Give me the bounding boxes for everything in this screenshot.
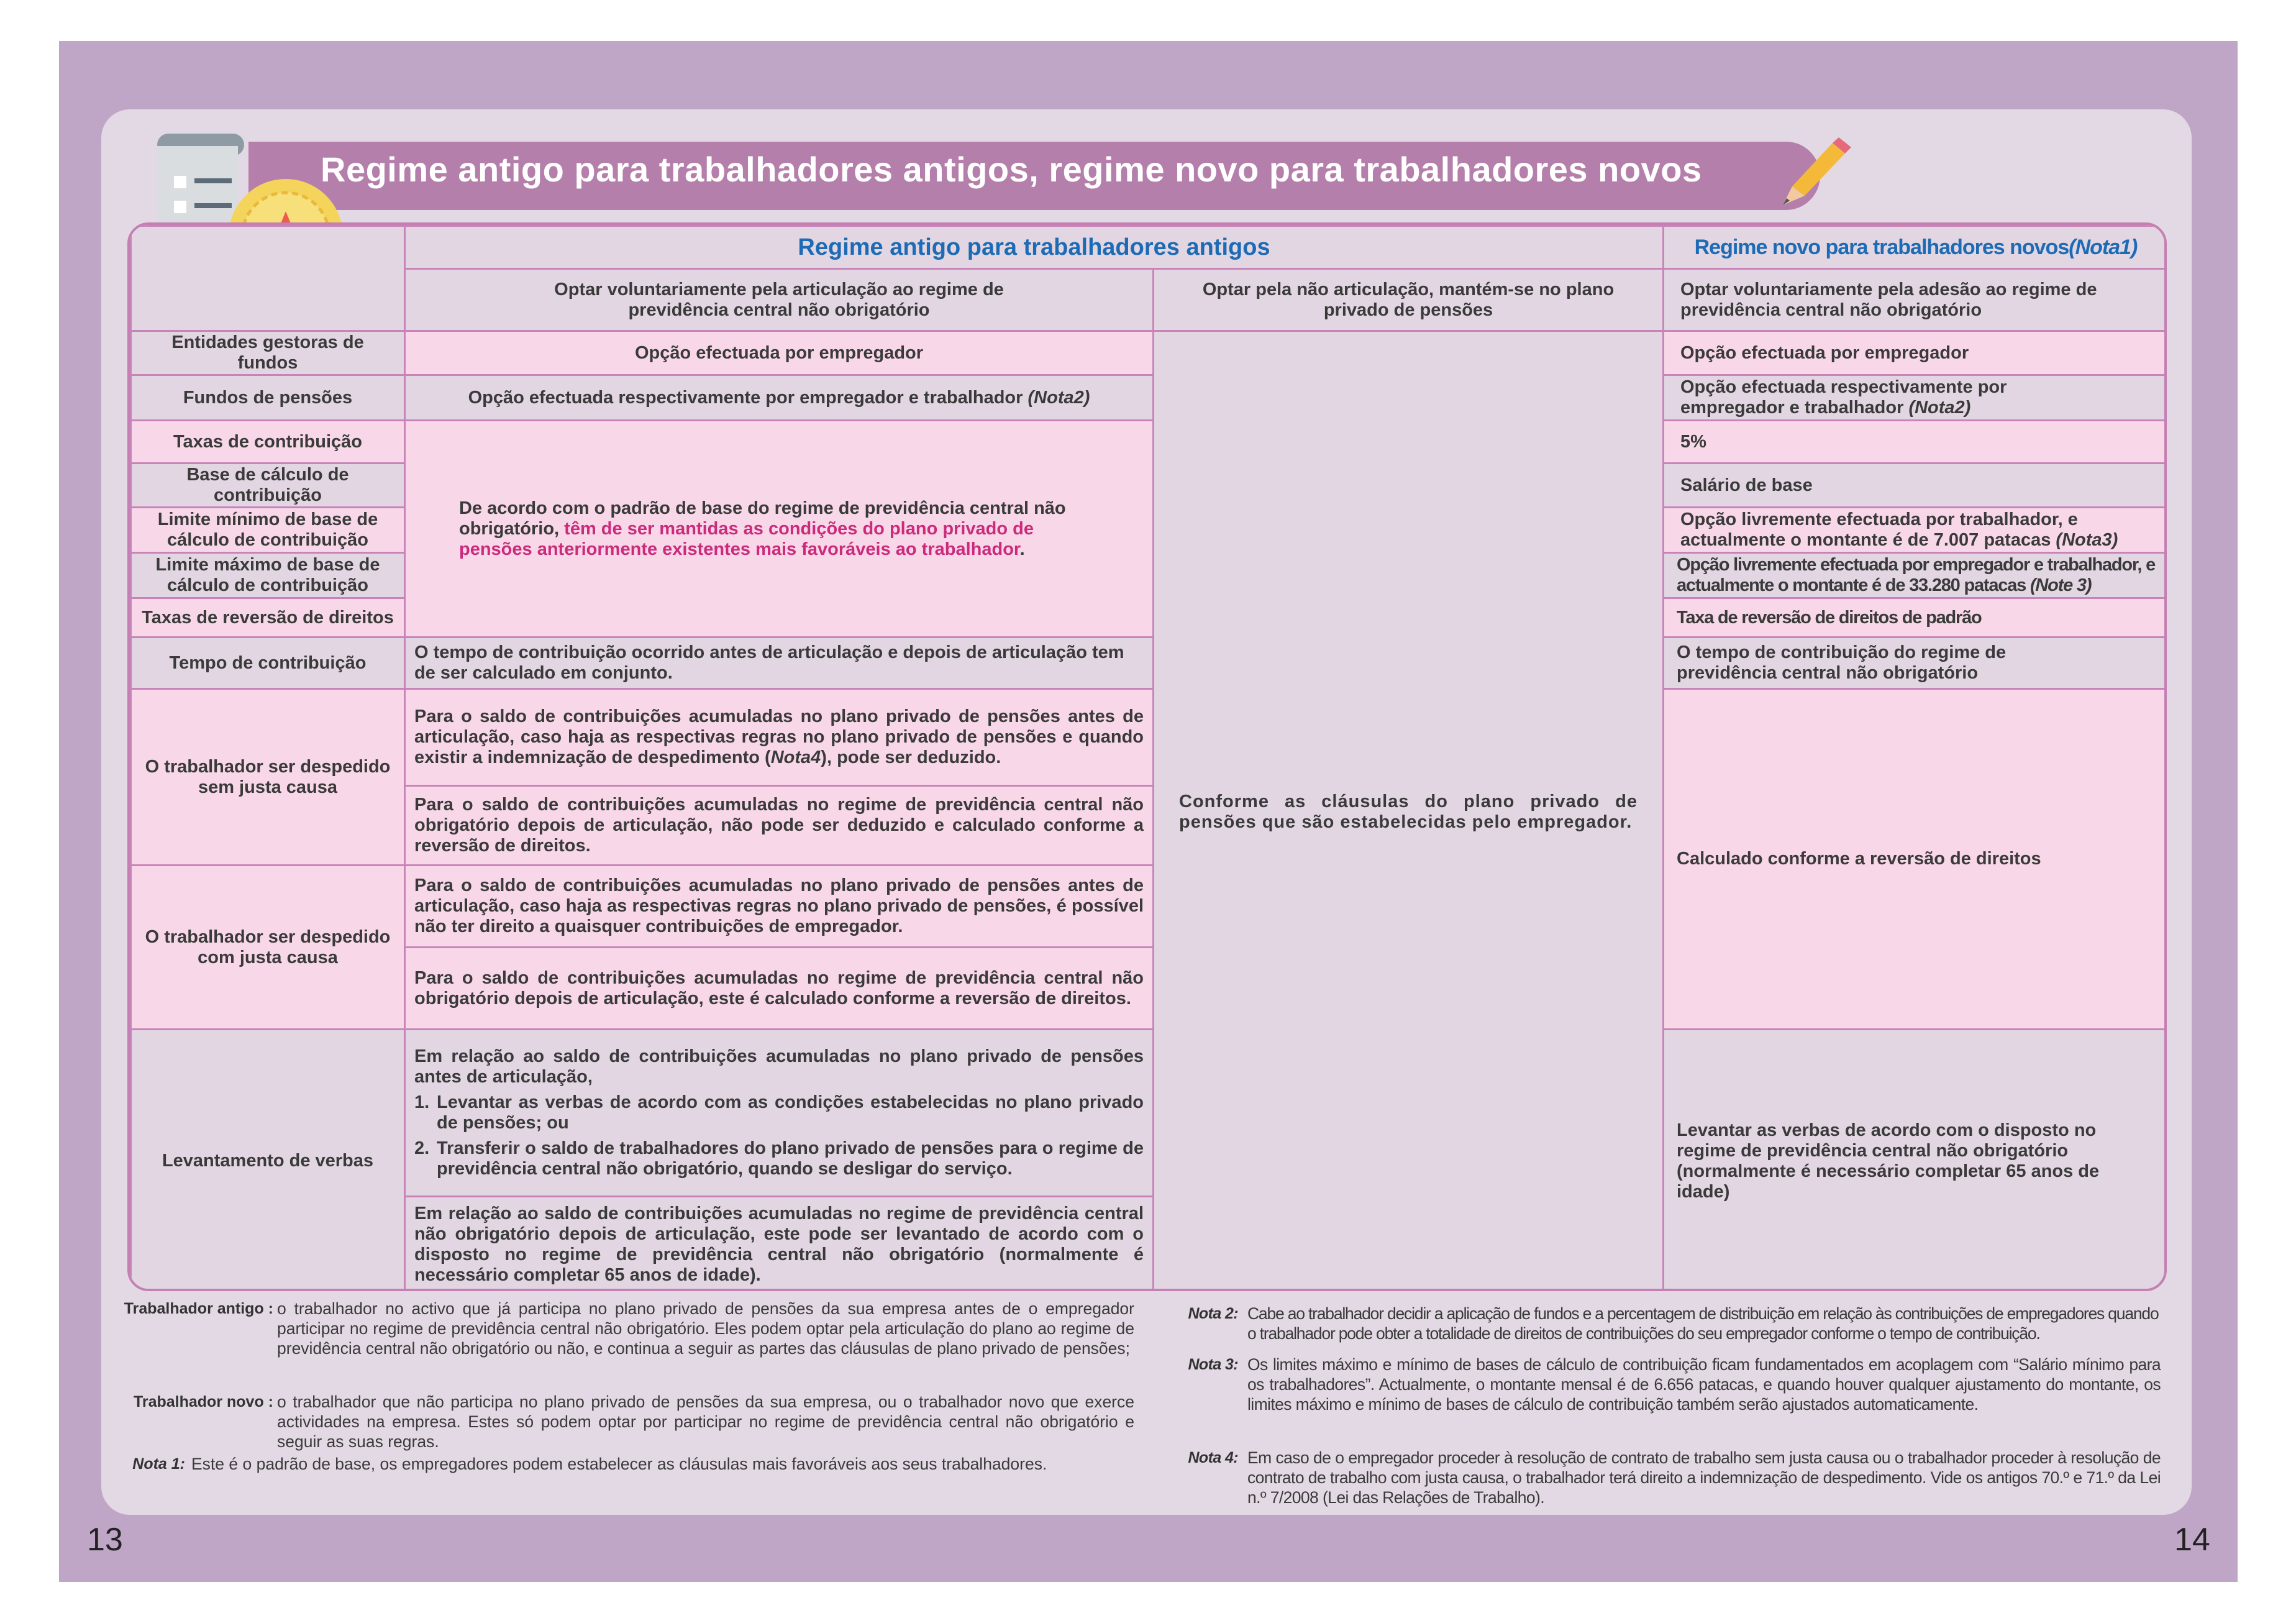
row-label-text: Limite máximo de base de cálculo de contribuição xyxy=(155,555,380,595)
cell-sem-justa-old-2 xyxy=(404,785,1154,866)
note-text-3: Os limites máximo e mínimo de bases de cálculo de contribuição ficam fundamentados em acoplagem com “Salário mínimo para os trabalhadores”. Actualmente, o montante mensal é de 6.656 patacas, e quando houver qualquer ajustamento do montante, os limites máximo e mínimo de bases de cálculo de contribuição também serão ajustados automaticamente. xyxy=(1247,1355,2161,1414)
row-label-text: O trabalhador ser despedido sem justa causa xyxy=(145,756,391,797)
list-item-text: Transferir o saldo de trabalhadores do plano privado de pensões para o regime de previdência central não obrigatório, quando se desligar do serviço. xyxy=(437,1138,1144,1179)
cell-text: O tempo de contribuição ocorrido antes de articulação e depois de articulação tem de ser calculado em conjunto. xyxy=(414,642,1124,683)
cell-minimo-new xyxy=(1662,506,2167,554)
list-marker: 1. xyxy=(414,1092,430,1112)
page-title: Regime antigo para trabalhadores antigos, regime novo para trabalhadores novos xyxy=(321,150,1702,189)
note-label-2: Nota 2: xyxy=(1188,1305,1238,1322)
note-text-1: Este é o padrão de base, os empregadores podem estabelecer as cláusulas mais favoráveis aos seus trabalhadores. xyxy=(191,1455,1047,1473)
cell-despedido-new xyxy=(1662,688,2167,1030)
header-new-regime-text: Regime novo para trabalhadores novos xyxy=(1694,235,2069,259)
header-opt-join-text: Optar voluntariamente pela articulação ao regime de previdência central não obrigatório xyxy=(554,279,1004,320)
cell-text: Para o saldo de contribuições acumuladas no plano privado de pensões antes de articulação, caso haja as respectivas regras no plano privado de pensões, é possível não ter direito a quaisquer contribuições de empregador. xyxy=(414,876,1144,936)
cell-text: Salário de base xyxy=(1680,475,1813,495)
note-label-3: Nota 3: xyxy=(1188,1356,1238,1373)
note-label-novo: Trabalhador novo : xyxy=(133,1393,273,1410)
note-ref: Nota4 xyxy=(770,747,821,767)
header-new-regime xyxy=(1662,225,2167,270)
highlight-text: têm de ser mantidas as condições do plano privado de pensões anteriormente existentes mais favoráveis ao trabalhador xyxy=(459,518,1034,559)
row-label-maximo xyxy=(130,552,406,599)
table-corner xyxy=(130,225,406,332)
row-label-com-justa-causa xyxy=(130,864,406,1030)
cell-text: Opção livremente efectuada por trabalhador, e actualmente o montante é de 7.007 patacas xyxy=(1680,510,2078,550)
list-item xyxy=(414,1092,1144,1133)
cell-text: Taxa de reversão de direitos de padrão xyxy=(1677,607,1982,628)
cell-text: Para o saldo de contribuições acumuladas no regime de previdência central não obrigatório depois de articulação, não pode ser deduzido e calculado conforme a reversão de direitos. xyxy=(414,795,1144,856)
cell-text: O tempo de contribuição do regime de previdência central não obrigatório xyxy=(1677,642,2007,683)
row-label-taxas xyxy=(130,419,406,464)
note-text-2: Cabe ao trabalhador decidir a aplicação de fundos e a percentagem de distribuição em relação às contribuições de empregadores quando o trabalhador pode obter a totalidade de direitos de contribuições do seu empregador conforme o tempo de contribuição. xyxy=(1247,1304,2159,1343)
cell-levantamento-old-1 xyxy=(404,1028,1154,1197)
cell-text: Opção efectuada por empregador xyxy=(634,342,924,363)
note-text-4: Em caso de o empregador proceder à resolução de contrato de trabalho sem justa causa ou o trabalhador proceder à resolução de contrato de trabalho com justa causa, o trabalhador terá direito a indemnização de despedimento. Vide os antigos 70.º e 71.º da Lei n.º 7/2008 (Lei das Relações de Trabalho). xyxy=(1247,1448,2161,1507)
cell-text: Opção efectuada respectivamente por empregador e trabalhador xyxy=(1680,377,2007,418)
cell-text: Em relação ao saldo de contribuições acumuladas no plano privado de pensões antes de articulação, xyxy=(414,1046,1144,1087)
note-ref: (Nota2) xyxy=(1908,398,1971,418)
note-ref: (Nota3) xyxy=(2056,530,2118,550)
row-label-tempo xyxy=(130,636,406,690)
row-label-text: Limite mínimo de base de cálculo de contribuição xyxy=(157,510,378,550)
note-text-novo: o trabalhador que não participa no plano privado de pensões da sua empresa, ou o trabalhador novo que exerce actividades na empresa. Estes só podem optar por participar no regime de previdência central não obrigatório e seguir as suas regras. xyxy=(277,1392,1134,1451)
cell-text: Opção efectuada por empregador xyxy=(1680,342,1969,363)
header-opt-not-join-text: Optar pela não articulação, mantém-se no plano privado de pensões xyxy=(1202,279,1615,320)
header-opt-new xyxy=(1662,268,2167,332)
cell-text: De acordo com o padrão de base do regime de previdência central não obrigatório, xyxy=(459,498,1066,539)
cell-text: ), pode ser deduzido. xyxy=(821,747,1001,767)
cell-levantamento-new xyxy=(1662,1028,2167,1291)
cell-sem-justa-old-1 xyxy=(404,688,1154,787)
cell-text: Opção efectuada respectivamente por empregador e trabalhador xyxy=(468,387,1028,408)
row-label-text: Base de cálculo de contribuição xyxy=(186,465,349,505)
cell-not-join-all xyxy=(1152,330,1664,1291)
comparison-table xyxy=(127,222,2167,1291)
cell-tempo-new xyxy=(1662,636,2167,690)
list-item xyxy=(414,1138,1144,1179)
row-label-base xyxy=(130,462,406,508)
cell-entidades-new xyxy=(1662,330,2167,376)
row-label-text: Levantamento de verbas xyxy=(162,1151,374,1171)
row-label-fundos xyxy=(130,374,406,421)
header-opt-new-text: Optar voluntariamente pela adesão ao regime de previdência central não obrigatório xyxy=(1680,279,2097,320)
row-label-entidades xyxy=(130,330,406,376)
cell-text: Para o saldo de contribuições acumuladas no regime de previdência central não obrigatório depois de articulação, este é calculado conforme a reversão de direitos. xyxy=(414,967,1144,1008)
row-label-minimo xyxy=(130,506,406,554)
page-number-right: 14 xyxy=(2174,1522,2210,1558)
cell-fundos-new xyxy=(1662,374,2167,421)
note-label-4: Nota 4: xyxy=(1188,1449,1238,1466)
cell-com-justa-old-2 xyxy=(404,946,1154,1030)
row-label-text: Taxas de contribuição xyxy=(173,431,363,452)
cell-levantamento-old-2 xyxy=(404,1196,1154,1291)
list-item-text: Levantar as verbas de acordo com as condições estabelecidas no plano privado de pensões; ou xyxy=(437,1092,1144,1133)
row-label-text: Tempo de contribuição xyxy=(169,652,367,673)
cell-text: Opção livremente efectuada por empregador e trabalhador, e actualmente o montante é de 33.280 patacas xyxy=(1677,555,2156,595)
cell-taxas-new xyxy=(1662,419,2167,464)
row-label-text: Taxas de reversão de direitos xyxy=(142,607,394,628)
cell-text: . xyxy=(1019,539,1025,559)
row-label-sem-justa-causa xyxy=(130,688,406,866)
cell-text: Calculado conforme a reversão de direitos xyxy=(1677,849,2041,869)
note-label-1: Nota 1: xyxy=(132,1455,185,1473)
note-ref: (Nota2) xyxy=(1027,387,1090,408)
header-old-regime xyxy=(404,225,1664,270)
note-label-antigo: Trabalhador antigo : xyxy=(124,1300,273,1317)
cell-text: Levantar as verbas de acordo com o disposto no regime de previdência central não obrigatório (normalmente é necessário completar 65 anos de idade) xyxy=(1677,1120,2100,1202)
row-label-text: Fundos de pensões xyxy=(183,387,353,408)
row-label-text: Entidades gestoras de fundos xyxy=(171,332,364,373)
row-label-text: O trabalhador ser despedido com justa causa xyxy=(145,926,391,967)
cell-merged-old xyxy=(404,419,1154,638)
cell-maximo-new xyxy=(1662,552,2167,599)
cell-text: Conforme as cláusulas do plano privado de pensões que são estabelecidas pelo empregador. xyxy=(1179,791,1638,832)
cell-text: Para o saldo de contribuições acumuladas no plano privado de pensões antes de articulação, caso haja as respectivas regras no plano privado de pensões e quando existir a indemnização de despedimento ( xyxy=(414,706,1144,767)
cell-tempo-old xyxy=(404,636,1154,690)
cell-text: 5% xyxy=(1680,431,1706,452)
row-label-reversao xyxy=(130,597,406,638)
note-text-antigo: o trabalhador no activo que já participa no plano privado de pensões da sua empresa antes de o empregador participar no regime de previdência central não obrigatório. Eles podem optar pela articulação do plano ao regime de previdência central não obrigatório ou não, e continua a seguir as partes das cláusulas de plano privado de pensões; xyxy=(277,1299,1134,1358)
pencil-icon xyxy=(1770,134,1857,214)
cell-base-new xyxy=(1662,462,2167,508)
cell-com-justa-old-1 xyxy=(404,864,1154,948)
header-old-regime-text: Regime antigo para trabalhadores antigos xyxy=(798,234,1270,260)
row-label-levantamento xyxy=(130,1028,406,1291)
header-opt-not-join xyxy=(1152,268,1664,332)
page-number-left: 13 xyxy=(87,1522,123,1558)
header-new-regime-note: (Nota1) xyxy=(2069,235,2138,259)
note-ref: (Note 3) xyxy=(2030,575,2092,595)
cell-text: Em relação ao saldo de contribuições acumuladas no regime de previdência central não obrigatório depois de articulação, este pode ser levantado de acordo com o disposto no regime de previdência central não obrigatório (normalmente é necessário completar 65 anos de idade). xyxy=(414,1204,1144,1285)
header-opt-join xyxy=(404,268,1154,332)
cell-fundos-old xyxy=(404,374,1154,421)
list-marker: 2. xyxy=(414,1138,430,1158)
cell-reversao-new xyxy=(1662,597,2167,638)
cell-entidades-old xyxy=(404,330,1154,376)
